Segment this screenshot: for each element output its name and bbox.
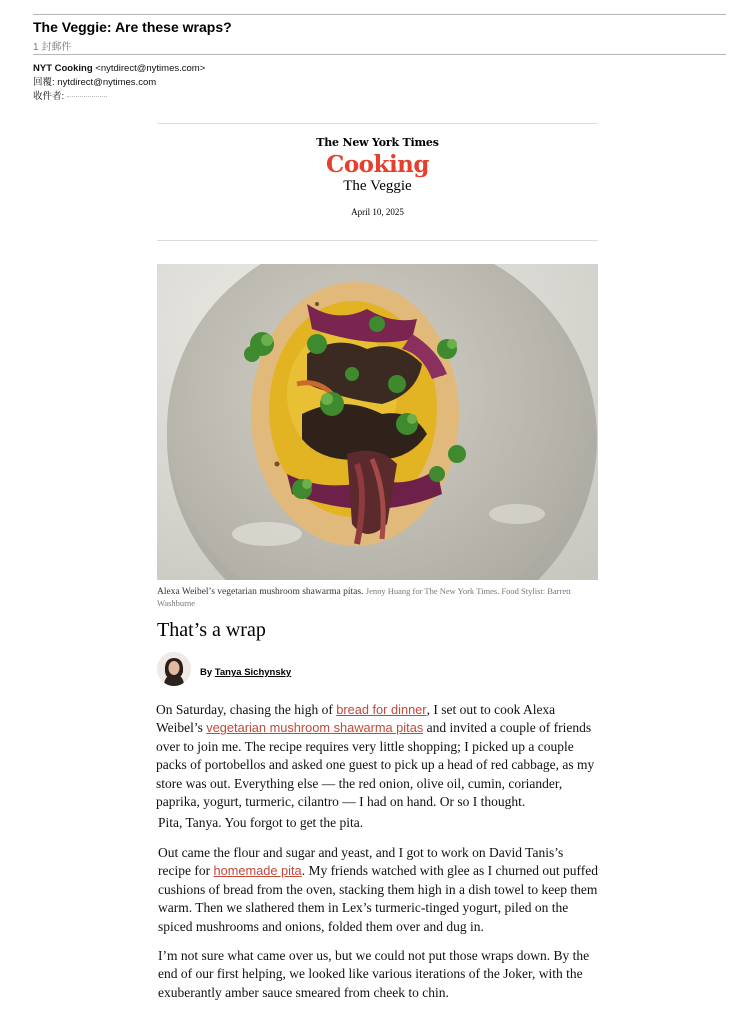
newsletter-date: April 10, 2025 — [351, 207, 404, 217]
paragraph-4: I’m not sure what came over us, but we could not put those wraps down. By the end of our first helping, we looked like various iterations of the Joker, with the exuberantly amber sauce smeared from cheek to chin. — [158, 948, 590, 1000]
author-portrait-icon — [157, 652, 191, 686]
paragraph-2: Pita, Tanya. You forgot to get the pita. — [158, 815, 364, 830]
homemade-pita-link[interactable]: homemade pita — [213, 863, 302, 879]
nyt-logo[interactable]: The New York Times — [316, 136, 439, 149]
paragraph-1 — [156, 701, 602, 811]
newsletter-name: The Veggie — [343, 178, 412, 194]
byline-prefix: By — [200, 667, 213, 678]
shawarma-pita-illustration — [157, 264, 598, 580]
sender-address[interactable]: <nytdirect@nytimes.com> — [95, 63, 206, 74]
reply-to-address[interactable]: nytdirect@nytimes.com — [57, 77, 157, 88]
caption-text: Alexa Weibel’s vegetarian mushroom shawarma pitas. — [157, 587, 364, 597]
sender-name: NYT Cooking — [33, 63, 93, 74]
reply-to-label: 回覆: — [33, 77, 55, 88]
author-link[interactable]: Tanya Sichynsky — [214, 667, 292, 678]
shawarma-pitas-recipe-link[interactable]: vegetarian mushroom shawarma pitas — [206, 720, 424, 736]
author-avatar — [157, 652, 191, 686]
paragraph-3 — [158, 844, 598, 936]
recipient-label: 收件者: — [33, 91, 65, 102]
byline — [200, 667, 291, 678]
photo-caption — [157, 586, 598, 610]
reply-to-line — [33, 76, 156, 89]
p1-text-c: and invited a couple of friends over to join me. The recipe requires very little shopping; I picked up a couple packs of portobellos and asked one guest to pick up a head of red cabbage, as my store was out. Everything else — the red onion, olive oil, cumin, coriander, paprika, yogurt, turmeric, cilantro — I had on hand. Or so I thought. — [156, 720, 595, 810]
photo-credit: Jenny Huang for The New York Times. Food Stylist: Barrett Washburne — [157, 586, 571, 608]
cooking-logo[interactable]: Cooking — [326, 151, 429, 178]
masthead-bottom-rule — [157, 240, 598, 241]
recipient-line — [33, 90, 107, 103]
recipient-redacted — [67, 96, 107, 97]
p3-text-a: Out came the flour and sugar and yeast, and I got to work on David Tanis’s recipe for — [158, 845, 564, 879]
article-headline: That’s a wrap — [157, 619, 266, 641]
hero-photo[interactable] — [157, 264, 598, 580]
p1-text-b: , I set out to cook Alexa Weibel’s — [156, 702, 556, 736]
sender-line — [33, 62, 205, 75]
header-bottom-divider — [33, 54, 726, 55]
email-subject: The Veggie: Are these wraps? — [33, 19, 232, 35]
message-count: 1 封郵件 — [33, 42, 72, 53]
header-top-divider — [33, 14, 726, 15]
masthead-top-rule — [157, 123, 598, 124]
p3-text-b: . My friends watched with glee as I churned out puffed cushions of bread from the oven, stacking them high in a dish towel to keep them warm. Then we slathered them in Lex’s turmeric-tinged yogurt, piled on the spiced mushrooms and onions, folded them over and dug in. — [158, 863, 598, 934]
p1-text-a: On Saturday, chasing the high of — [156, 702, 337, 717]
bread-for-dinner-link[interactable]: bread for dinner — [336, 702, 427, 717]
